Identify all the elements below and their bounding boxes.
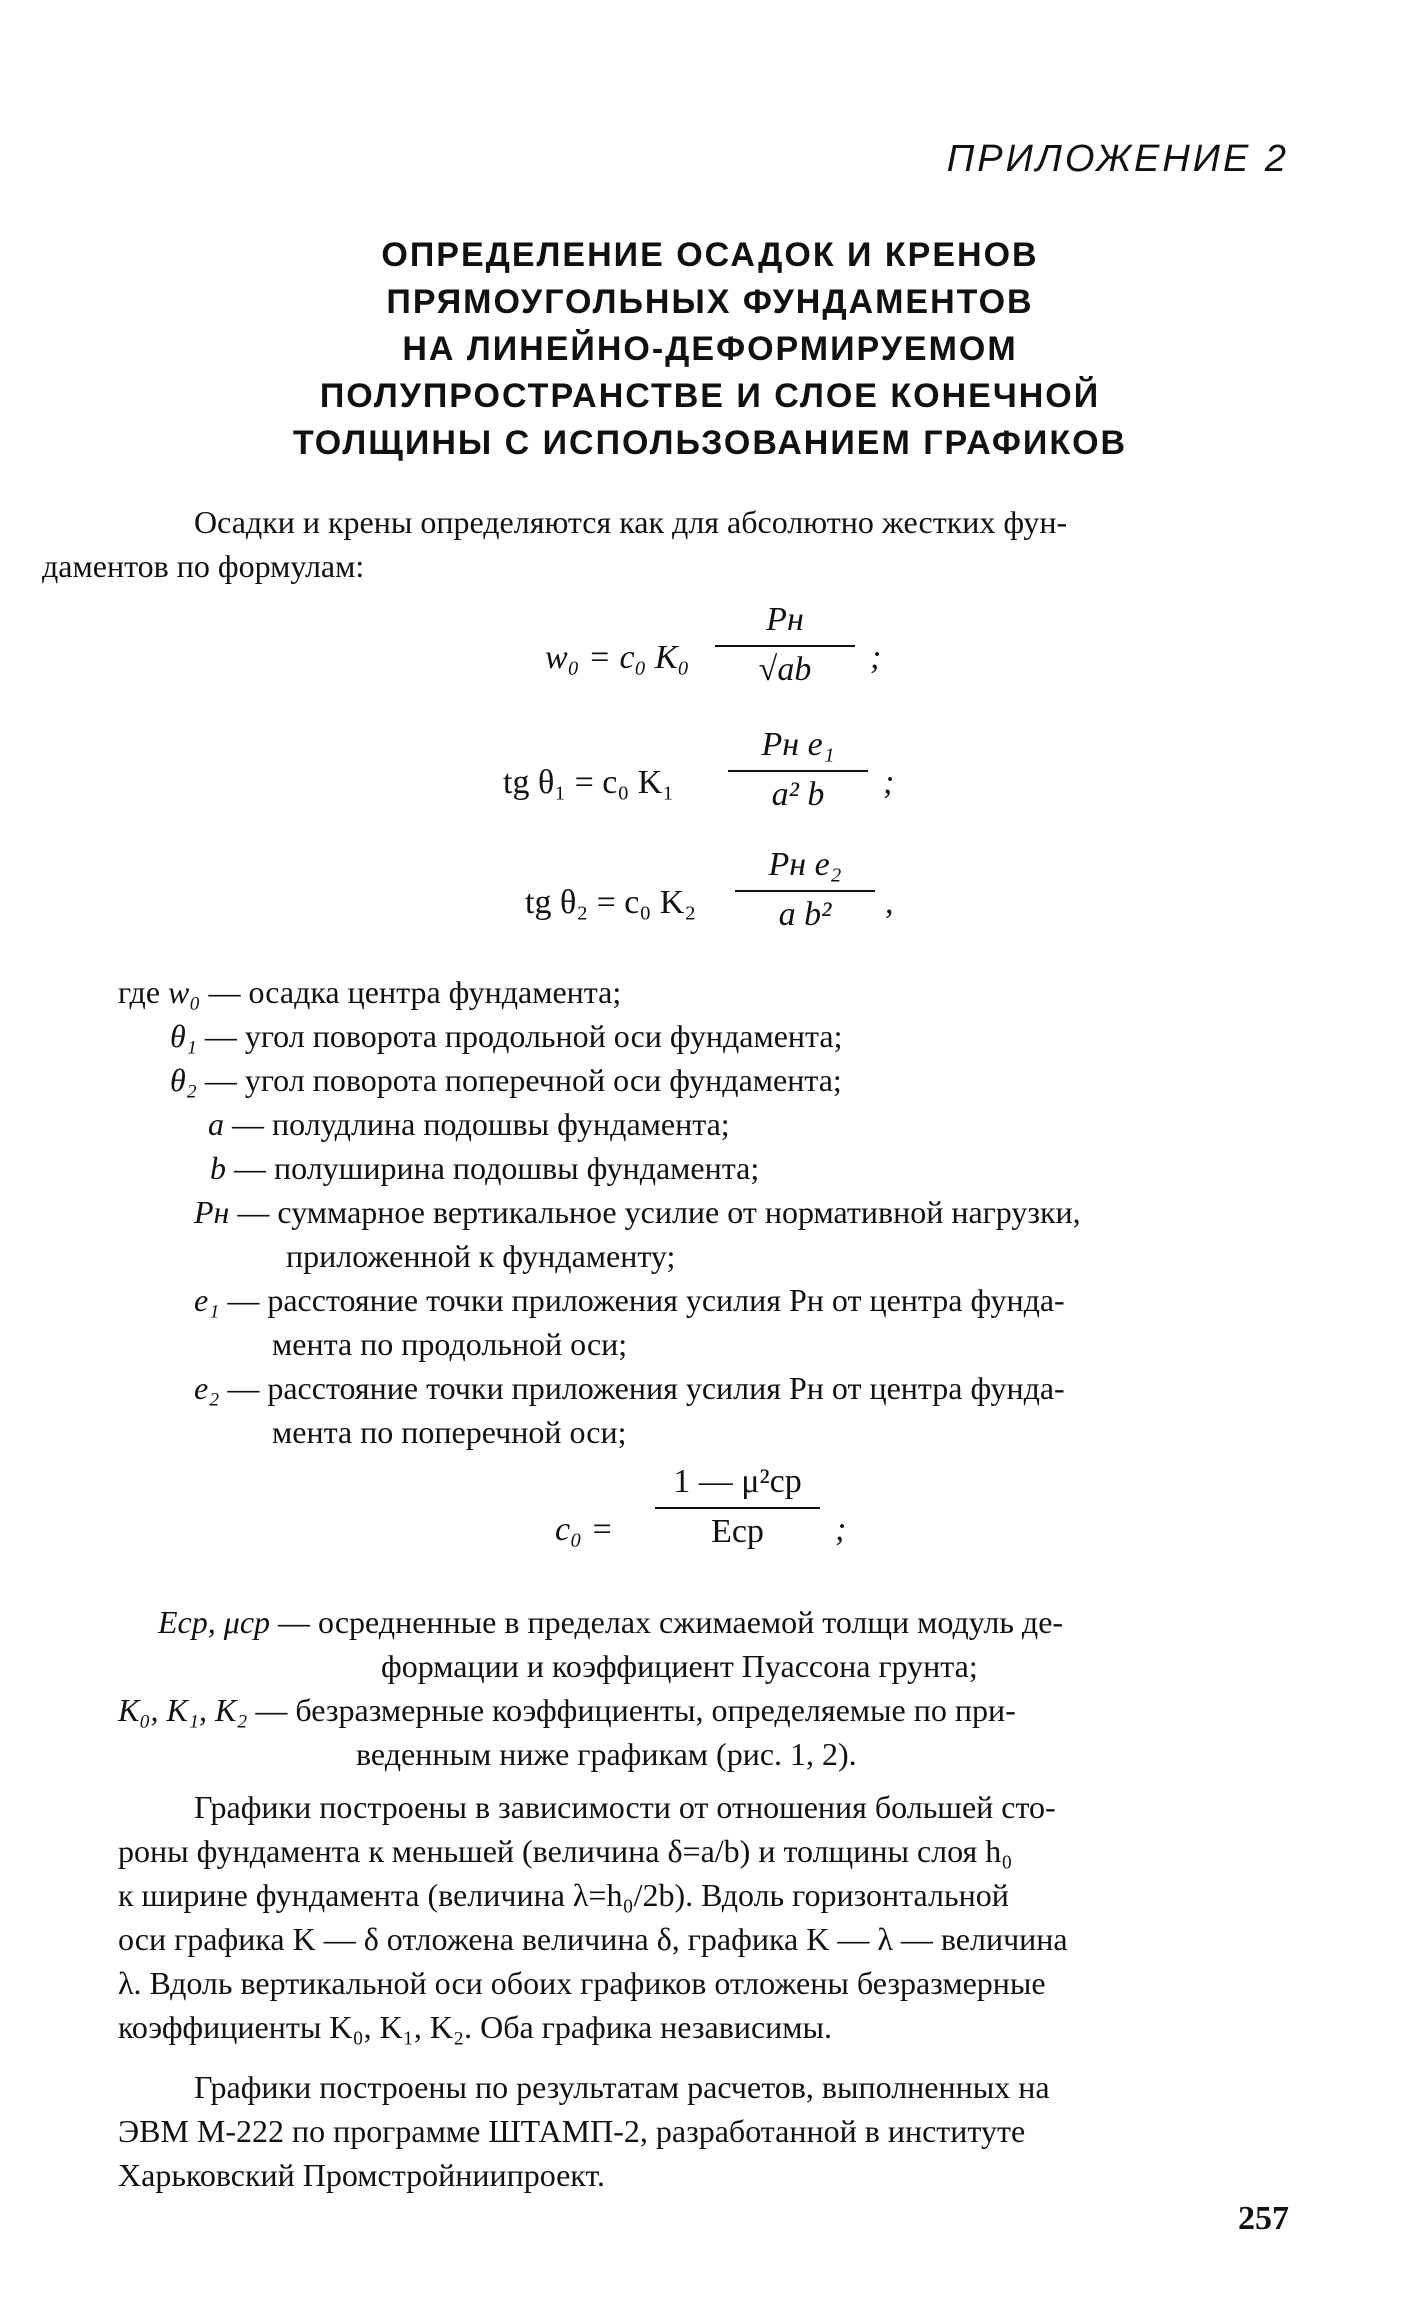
definition-symbol: a [208,1106,224,1142]
formula-fraction [715,601,855,689]
where-label: где [118,974,161,1010]
source-paragraph [118,2065,1298,2197]
formula-lhs: w₀ = c₀ K₀ [545,639,690,676]
definition-text: — безразмерные коэффициенты, определяемые по при- [255,1692,1016,1728]
definition-symbol: b [210,1150,226,1186]
definition-symbol: θ₁ [170,1018,197,1054]
definition-item [158,1600,1063,1644]
formula-end: , [885,884,894,921]
fraction-numerator: Pн e₁ [761,726,835,763]
text-line: роны фундамента к меньшей (величина δ=a/b) и толщины слоя h₀ [118,1833,1013,1869]
definition-item [194,1190,1081,1234]
definition-text: — осредненные в пределах сжимаемой толщи модуль де- [278,1604,1064,1640]
definition-item [194,1278,1065,1322]
title-line: ПРЯМОУГОЛЬНЫХ ФУНДАМЕНТОВ [386,283,1034,321]
definition-symbol: e₂ [194,1370,220,1406]
text-line: Харьковский Промстройниипроект. [118,2157,605,2193]
page-number: 257 [1238,2200,1289,2237]
formula-lhs: tg θ₂ = c₀ K₂ [525,884,697,921]
text-line: λ. Вдоль вертикальной оси обоих графиков отложены безразмерные [118,1965,1046,2001]
definition-text: — угол поворота продольной оси фундамента; [204,1018,843,1054]
definition-text: — осадка центра фундамента; [208,974,622,1010]
intro-paragraph [42,500,1298,588]
text-line: ЭВМ М-222 по программе ШТАМП-2, разработанной в институте [118,2113,1026,2149]
definition-continuation: мента по поперечной оси; [272,1414,627,1450]
definition-symbol: θ₂ [170,1062,197,1098]
fraction-numerator: Pн [766,601,804,638]
charts-paragraph [118,1785,1298,2049]
formula-lhs: tg θ₁ = c₀ K₁ [503,764,675,801]
definition-text: — суммарное вертикальное усилие от нормативной нагрузки, [237,1194,1081,1230]
definition-item [118,970,621,1014]
title-line: ОПРЕДЕЛЕНИЕ ОСАДОК И КРЕНОВ [381,236,1039,274]
definition-item [208,1102,730,1146]
definition-continuation: формации и коэффициент Пуассона грунта; [381,1648,978,1684]
formula-lhs: c₀ = [555,1511,614,1548]
formula-fraction [728,726,868,814]
definition-text: — полуширина подошвы фундамента; [234,1150,760,1186]
definition-symbol: K₀, K₁, K₂ [118,1692,248,1728]
definition-symbol: e₁ [194,1282,220,1318]
definition-symbol: Eср, μср [158,1604,271,1640]
formula-end: ; [883,764,895,801]
definition-continuation: мента по продольной оси; [272,1326,628,1362]
definition-text: — полудлина подошвы фундамента; [232,1106,730,1142]
fraction-denominator: a b² [778,896,832,933]
text-line: оси графика K — δ отложена величина δ, графика K — λ — величина [118,1921,1068,1957]
definition-item [118,1688,1016,1732]
text-line: Осадки и крены определяются как для абсолютно жестких фун- [194,504,1068,540]
fraction-numerator: 1 — μ²ср [673,1463,802,1500]
fraction-denominator: a² b [771,776,825,813]
definition-text: — угол поворота поперечной оси фундамента; [204,1062,842,1098]
definition-continuation: приложенной к фундаменту; [286,1238,676,1274]
formula-end: ; [870,639,882,676]
definition-text: — расстояние точки приложения усилия Pн от центра фунда- [227,1370,1065,1406]
title-line: ПОЛУПРОСТРАНСТВЕ И СЛОЕ КОНЕЧНОЙ [319,377,1101,415]
definition-item [194,1366,1065,1410]
definition-continuation: веденным ниже графикам (рис. 1, 2). [356,1736,857,1772]
definition-item [210,1146,759,1190]
fraction-numerator: Pн e₂ [768,846,842,883]
text-line: Графики построены в зависимости от отношения большей сто- [194,1789,1056,1825]
text-line: к ширине фундамента (величина λ=h₀/2b). Вдоль горизонтальной [118,1877,1009,1913]
title-line: ТОЛЩИНЫ С ИСПОЛЬЗОВАНИЕМ ГРАФИКОВ [292,424,1128,462]
definition-item [170,1014,842,1058]
text-line: коэффициенты K₀, K₁, K₂. Оба графика независимы. [118,2009,833,2045]
definition-symbol: w₀ [168,974,201,1010]
formula-fraction [655,1463,820,1551]
formula-fraction [735,846,875,934]
text-line: даментов по формулам: [42,548,365,584]
formula-end: ; [835,1511,847,1548]
appendix-label: ПРИЛОЖЕНИЕ 2 [946,138,1289,180]
definition-text: — расстояние точки приложения усилия Pн от центра фунда- [227,1282,1065,1318]
fraction-denominator: √ab [758,651,812,688]
title-line: НА ЛИНЕЙНО-ДЕФОРМИРУЕМОМ [402,330,1018,368]
definition-symbol: Pн [194,1194,230,1230]
fraction-denominator: Eср [711,1513,764,1550]
section-title [120,232,1300,467]
text-line: Графики построены по результатам расчетов, выполненных на [194,2069,1050,2105]
definition-item [170,1058,842,1102]
